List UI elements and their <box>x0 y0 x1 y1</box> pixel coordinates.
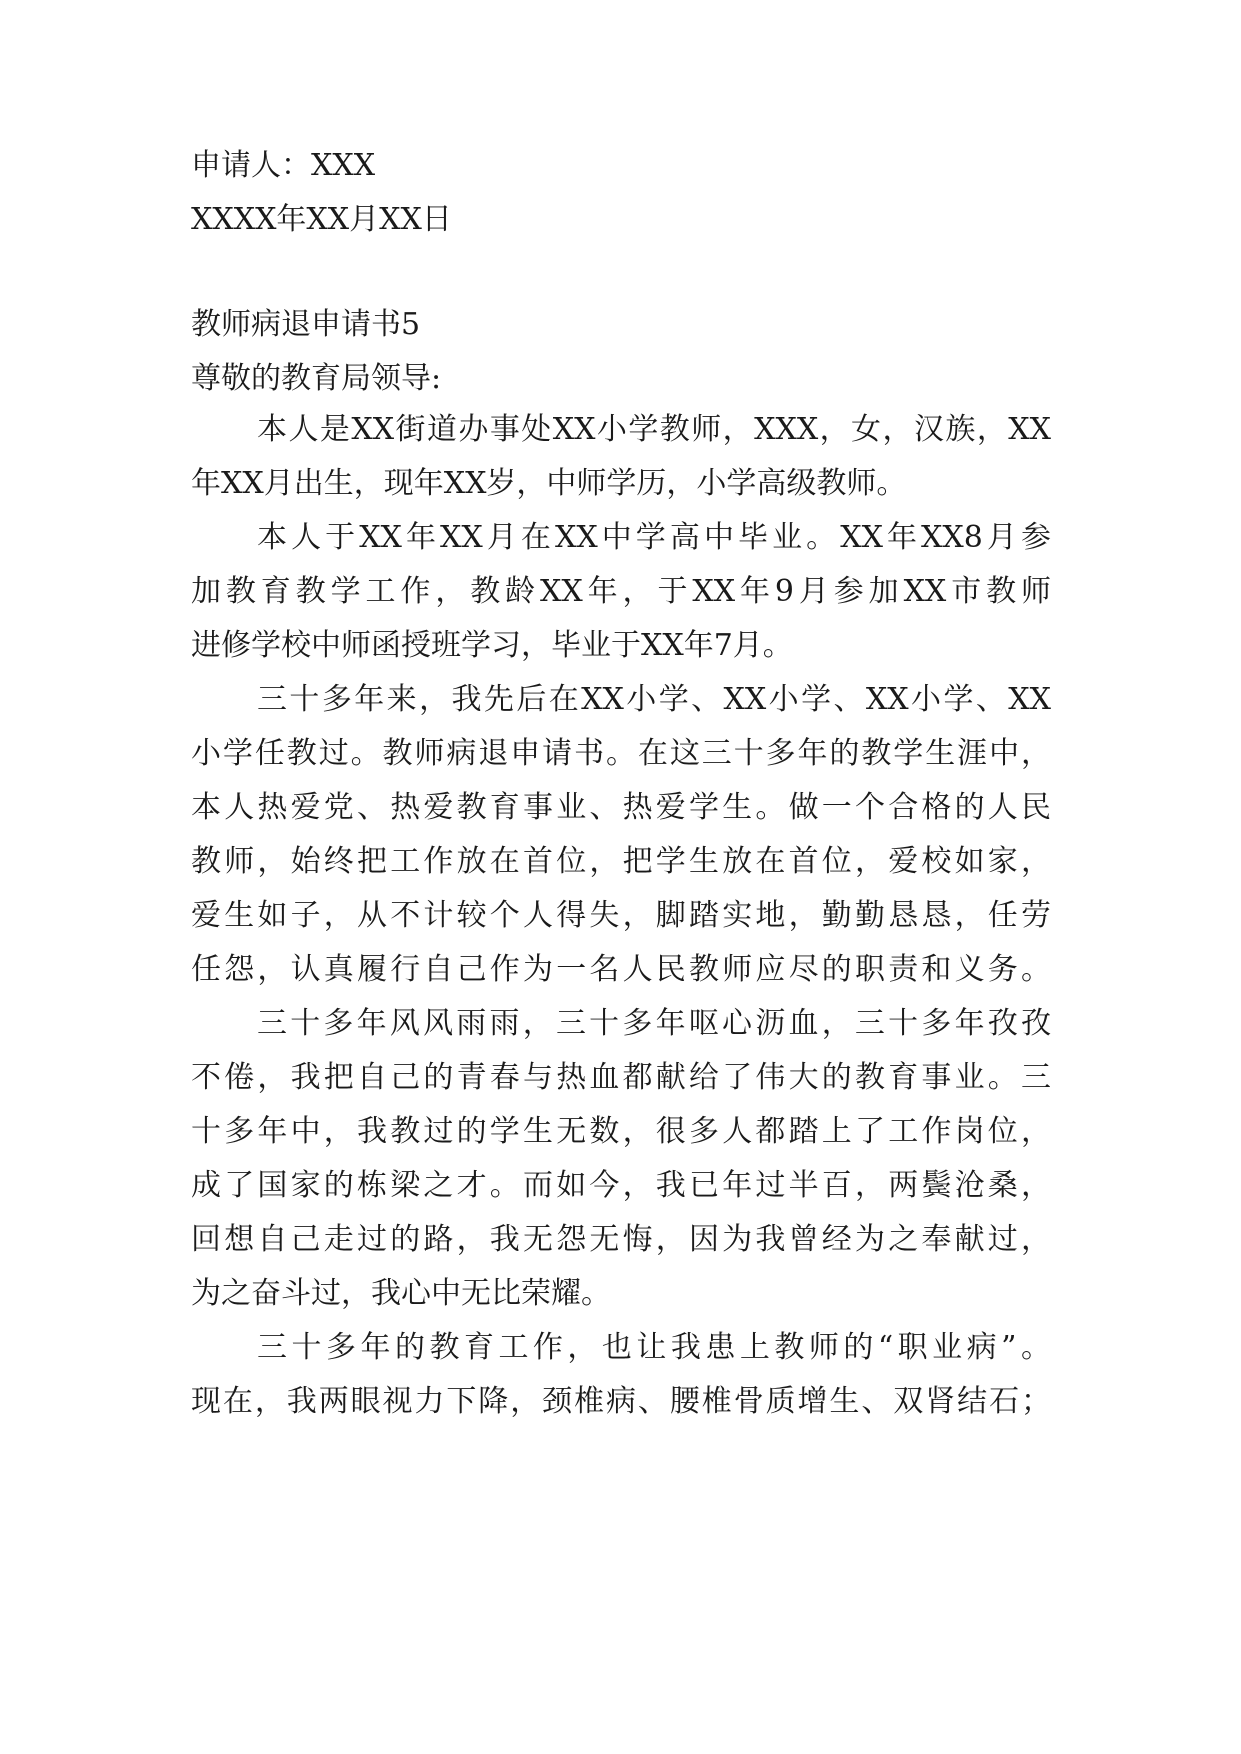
paragraph-4-line-4: 成了国家的栋梁之才。而如今，我已年过半百，两鬓沧桑， <box>191 1168 1051 1203</box>
paragraph-3-line-2: 小学任教过。教师病退申请书。在这三十多年的教学生涯中， <box>191 736 1051 771</box>
paragraph-4-line-3: 十多年中，我教过的学生无数，很多人都踏上了工作岗位， <box>191 1114 1051 1149</box>
paragraph-3-line-3: 本人热爱党、热爱教育事业、热爱学生。做一个合格的人民 <box>191 790 1051 825</box>
paragraph-3-line-6: 任怨，认真履行自己作为一名人民教师应尽的职责和义务。 <box>191 952 1051 987</box>
paragraph-3-line-1: 三十多年来，我先后在XX小学、XX小学、XX小学、XX <box>257 682 1051 717</box>
paragraph-4-line-5: 回想自己走过的路，我无怨无悔，因为我曾经为之奉献过， <box>191 1222 1051 1257</box>
date-line: XXXX年XX月XX日 <box>191 202 452 237</box>
paragraph-5-line-2: 现在，我两眼视力下降，颈椎病、腰椎骨质增生、双肾结石； <box>191 1384 1051 1419</box>
salutation: 尊敬的教育局领导: <box>191 361 442 396</box>
paragraph-3-line-5: 爱生如子，从不计较个人得失，脚踏实地，勤勤恳恳，任劳 <box>191 898 1051 933</box>
paragraph-2-line-1: 本人于XX年XX月在XX中学高中毕业。XX年XX8月参 <box>257 520 1051 555</box>
paragraph-2-line-3: 进修学校中师函授班学习，毕业于XX年7月。 <box>191 628 793 663</box>
applicant-line: 申请人：XXX <box>191 148 376 183</box>
paragraph-1-line-2: 年XX月出生，现年XX岁，中师学历，小学高级教师。 <box>191 466 907 501</box>
section-title: 教师病退申请书5 <box>191 307 421 342</box>
paragraph-4-line-1: 三十多年风风雨雨，三十多年呕心沥血，三十多年孜孜 <box>257 1006 1051 1041</box>
paragraph-4-line-2: 不倦，我把自己的青春与热血都献给了伟大的教育事业。三 <box>191 1060 1051 1095</box>
paragraph-2-line-2: 加教育教学工作，教龄XX年，于XX年9月参加XX市教师 <box>191 574 1051 609</box>
paragraph-3-line-4: 教师，始终把工作放在首位，把学生放在首位，爱校如家， <box>191 844 1051 879</box>
paragraph-5-line-1: 三十多年的教育工作，也让我患上教师的“职业病”。 <box>257 1330 1051 1365</box>
paragraph-1-line-1: 本人是XX街道办事处XX小学教师，XXX，女，汉族，XX <box>257 412 1051 447</box>
paragraph-4-line-6: 为之奋斗过，我心中无比荣耀。 <box>191 1276 611 1311</box>
